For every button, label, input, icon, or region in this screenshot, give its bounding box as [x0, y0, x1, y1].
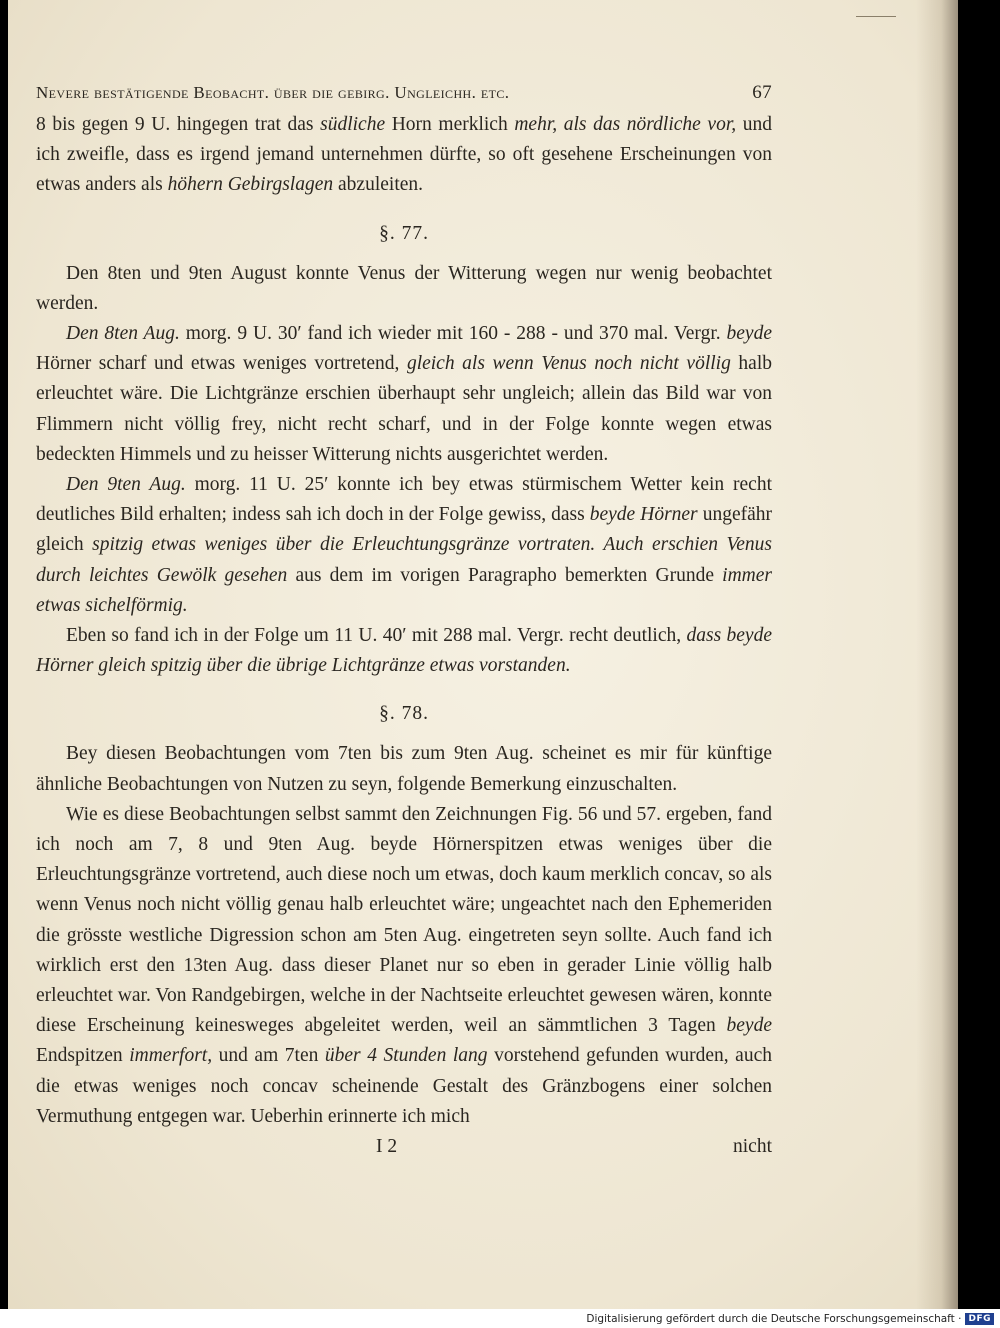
text-run: abzuleiten. — [333, 174, 424, 196]
italic-run: beyde — [726, 1015, 772, 1037]
text-run: ungefähr gleich — [36, 504, 772, 556]
italic-run: höhern Gebirgslagen — [167, 174, 334, 196]
section-77-paragraph-3 — [36, 470, 772, 621]
binding-shadow — [916, 0, 958, 1309]
text-run: Den 8ten und 9ten August konnte Venus der Witterung wegen nur wenig beobachtet werden. — [36, 262, 772, 314]
text-run: Horn merklich — [385, 114, 515, 135]
italic-run: spitzig etwas weniges über die Erleuchtungsgränze vortraten. Auch erschien Venus durch leichtes Gewölk gesehen — [36, 534, 772, 586]
section-78-paragraph-1 — [36, 739, 772, 799]
text-run: Hörner scharf und etwas weniges vortretend, — [36, 353, 407, 375]
dfg-logo: DFG — [965, 1313, 994, 1325]
running-title: Nevere bestätigende Beobacht. über die gebirg. Ungleichh. etc. — [36, 83, 510, 102]
text-run: und am 7ten — [212, 1045, 325, 1067]
section-78-heading: §. 78. — [379, 703, 429, 725]
text-run: halb erleuchtet wäre. Die Lichtgränze erschien überhaupt sehr ungleich; allein das Bild war von Flimmern nicht völlig frey, nicht recht scharf, und in der Folge konnte wegen etwas bedeckten Himmels und zu heisser Witterung nichts ausgerichtet werden. — [36, 353, 772, 465]
page-text — [36, 78, 772, 1162]
section-77-paragraph-1 — [36, 259, 772, 319]
italic-run: beyde Hörner — [589, 504, 698, 526]
italic-run: südliche — [320, 114, 386, 135]
text-run: aus dem im vorigen Paragrapho bemerkten Grunde — [287, 564, 723, 586]
section-78-paragraph-2 — [36, 800, 772, 1132]
opening-paragraph — [36, 110, 772, 201]
section-77-heading: §. 77. — [379, 222, 429, 244]
funding-bar — [0, 1309, 1000, 1328]
scanned-page — [8, 0, 958, 1309]
page-footer — [36, 1132, 772, 1162]
section-77-paragraph-2 — [36, 319, 772, 470]
running-header — [36, 78, 772, 110]
italic-run: Den 9ten Aug. — [66, 474, 186, 496]
page-number: 67 — [752, 82, 772, 103]
catchword: nicht — [733, 1136, 772, 1158]
text-run: Eben so fand ich in der Folge um 11 U. 40′ mit 288 mal. Vergr. recht deutlich, — [66, 625, 687, 647]
funding-note: Digitalisierung gefördert durch die Deutsche Forschungsgemeinschaft · — [586, 1312, 962, 1325]
text-run: morg. 9 U. 30′ fand ich wieder mit 160 - 288 - und 370 mal. Vergr. — [179, 323, 727, 345]
text-run: vorstehend gefunden wurden, auch die etwas weniges noch concav scheinende Gestalt des Gränzbogens einer solchen Vermuthung entgegen war. Ueberhin erinnerte ich mich — [36, 1045, 772, 1127]
italic-run: beyde — [726, 323, 772, 345]
page-edge-mark — [856, 16, 896, 17]
italic-run: dass beyde Hörner gleich spitzig über die übrige Lichtgränze etwas vorstanden. — [36, 625, 772, 677]
text-run: 8 bis gegen 9 U. hingegen trat das — [36, 114, 321, 135]
text-run: Wie es diese Beobachtungen selbst sammt den Zeichnungen Fig. 56 und 57. ergeben, fand ich noch am 7, 8 und 9ten Aug. beyde Hörnerspitzen etwas weniges über die Erleuchtungsgränze vortretend, auch diese noch um etwas, doch kaum merklich concav, so als wenn Venus noch nicht völlig genau halb erleuchtet wäre; ungeachtet nach den Ephemeriden die grösste westliche Digression schon am 5ten Aug. eingetreten seyn sollte. Auch fand ich wirklich erst den 13ten Aug. dass dieser Planet nur so eben in gerader Linie völlig halb erleuchtet war. Von Randgebirgen, welche in der Nachtseite erleuchtet gewesen wären, konnte diese Erscheinung keinesweges abgeleitet werden, weil an sämmtlichen 3 Tagen — [36, 803, 772, 1037]
text-run: Endspitzen — [36, 1045, 130, 1067]
italic-run: über 4 Stunden lang — [324, 1045, 488, 1067]
italic-run: immerfort, — [129, 1045, 213, 1067]
italic-run: Den 8ten Aug. — [66, 323, 180, 345]
text-run: Bey diesen Beobachtungen vom 7ten bis zum 9ten Aug. scheinet es mir für künftige ähnliche Beobachtungen von Nutzen zu seyn, folgende Bemerkung einzuschalten. — [36, 743, 772, 795]
italic-run: mehr, als das nördliche vor, — [514, 114, 737, 135]
italic-run: immer etwas sichelförmig. — [36, 564, 772, 616]
signature-mark: I 2 — [376, 1136, 398, 1158]
italic-run: gleich als wenn Venus noch nicht völlig — [406, 353, 731, 375]
text-run: und ich zweifle, dass es irgend jemand unternehmen dürfte, so oft gesehene Erscheinungen von etwas anders als — [36, 114, 773, 196]
section-77-paragraph-4 — [36, 621, 772, 681]
text-run: morg. 11 U. 25′ konnte ich bey etwas stürmischem Wetter kein recht deutliches Bild erhalten; indess sah ich doch in der Folge gewiss, dass — [36, 474, 772, 526]
